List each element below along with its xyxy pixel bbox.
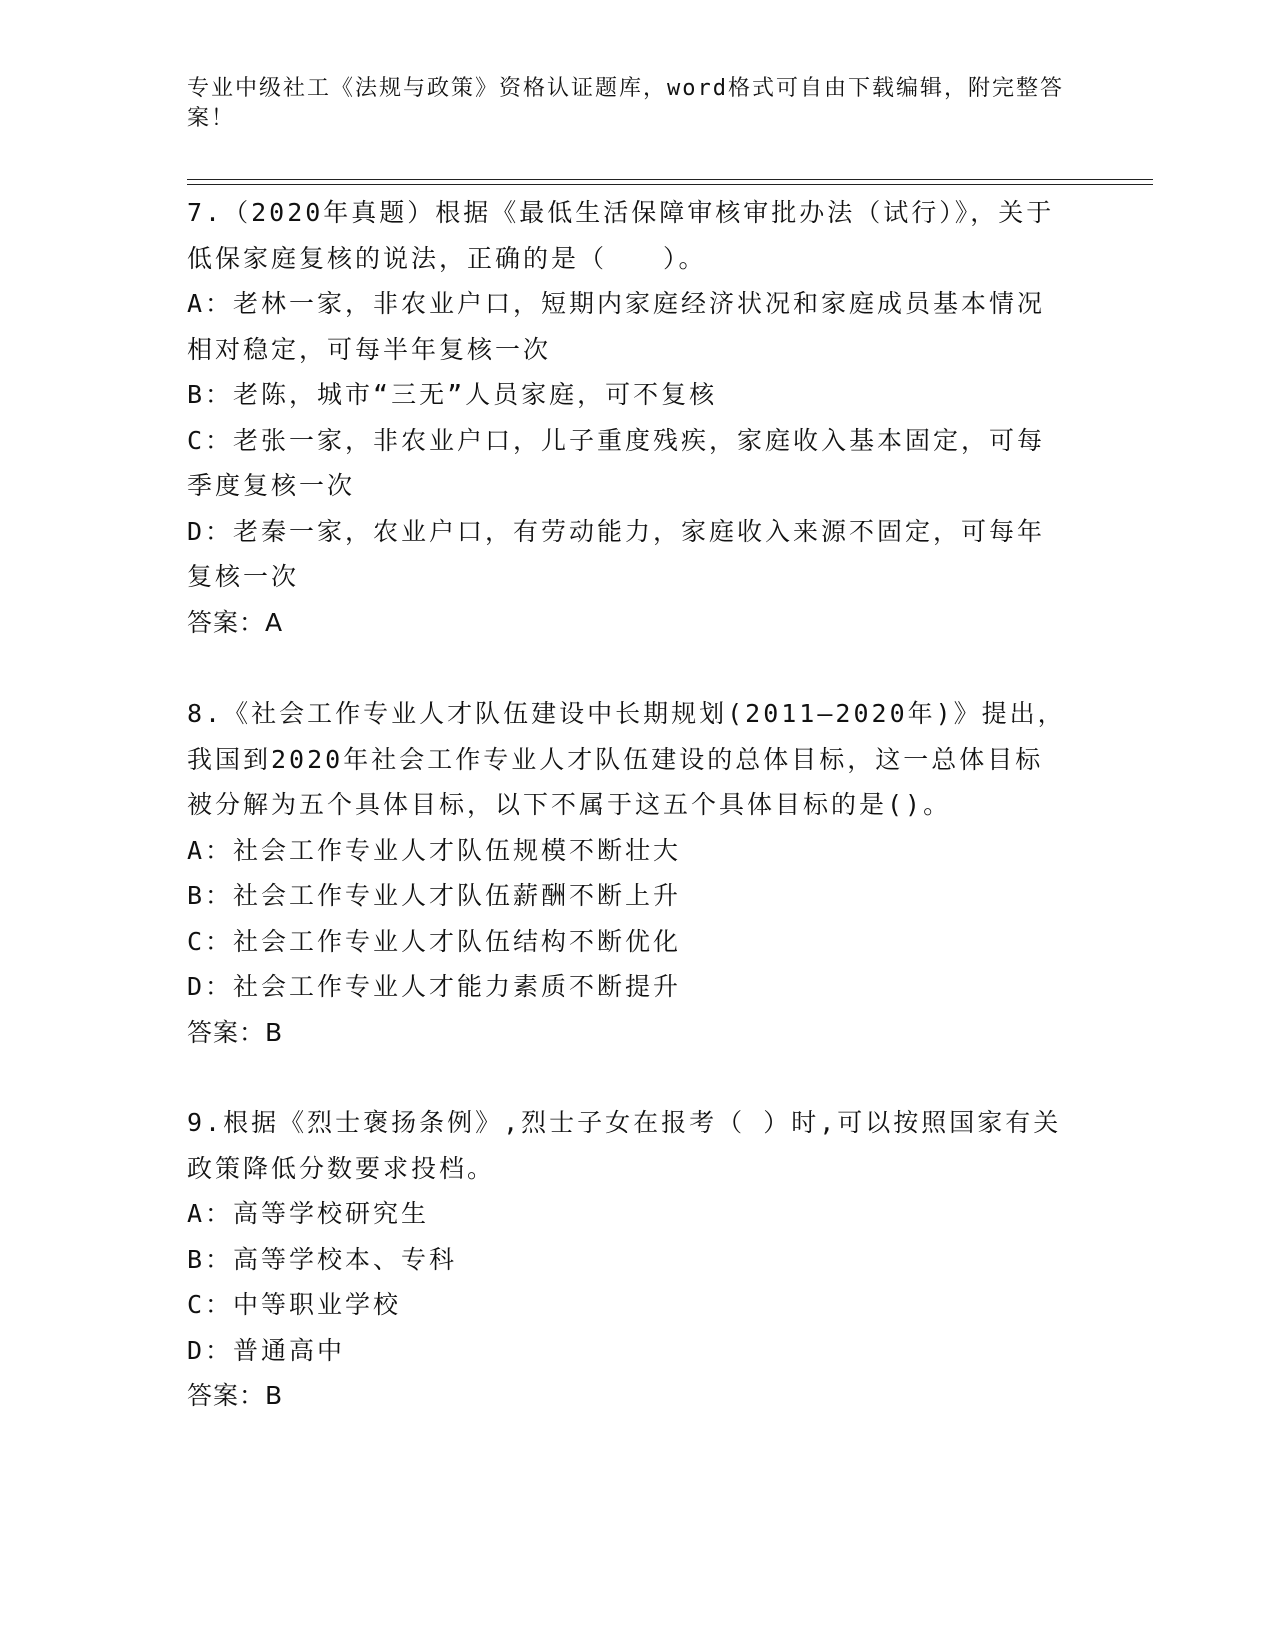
option-c: C：老张一家，非农业户口，儿子重度残疾，家庭收入基本固定，可每季度复核一次 <box>187 425 1046 500</box>
header-rule-top <box>187 179 1153 180</box>
question-8 <box>187 691 1067 1055</box>
option-a: A：社会工作专业人才队伍规模不断壮大 <box>187 835 682 865</box>
question-text: 9.根据《烈士褒扬条例》,烈士子女在报考（ ）时,可以按照国家有关政策降低分数要求投档。 <box>187 1108 1062 1183</box>
answer: 答案：A <box>187 607 284 637</box>
question-text: 7.（2020年真题）根据《最低生活保障审核审批办法（试行）》，关于低保家庭复核的说法，正确的是（ ）。 <box>187 198 1055 273</box>
option-b: B：老陈，城市“三无”人员家庭，可不复核 <box>187 380 718 409</box>
option-a: A：高等学校研究生 <box>187 1199 430 1228</box>
header-rule-bottom <box>187 184 1153 185</box>
option-a: A：老林一家，非农业户口，短期内家庭经济状况和家庭成员基本情况相对稳定，可每半年复核一次 <box>187 289 1046 364</box>
question-text: 8.《社会工作专业人才队伍建设中长期规划(2011—2020年)》提出，我国到2020年社会工作专业人才队伍建设的总体目标，这一总体目标被分解为五个具体目标，以下不属于这五个具体目标的是()。 <box>187 699 1066 819</box>
answer: 答案：B <box>187 1017 284 1047</box>
option-d: D：老秦一家，农业户口，有劳动能力，家庭收入来源不固定，可每年复核一次 <box>187 516 1046 591</box>
answer: 答案：B <box>187 1381 284 1410</box>
option-b: B：高等学校本、专科 <box>187 1244 458 1274</box>
option-c: C：中等职业学校 <box>187 1290 402 1319</box>
document-header: 专业中级社工《法规与政策》资格认证题库，word格式可自由下载编辑，附完整答案！ <box>187 76 1064 131</box>
option-d: D：普通高中 <box>187 1335 346 1365</box>
option-b: B：社会工作专业人才队伍薪酬不断上升 <box>187 881 682 910</box>
option-c: C：社会工作专业人才队伍结构不断优化 <box>187 926 682 956</box>
question-9 <box>187 1100 1067 1419</box>
question-7 <box>187 190 1067 645</box>
option-d: D：社会工作专业人才能力素质不断提升 <box>187 972 682 1001</box>
